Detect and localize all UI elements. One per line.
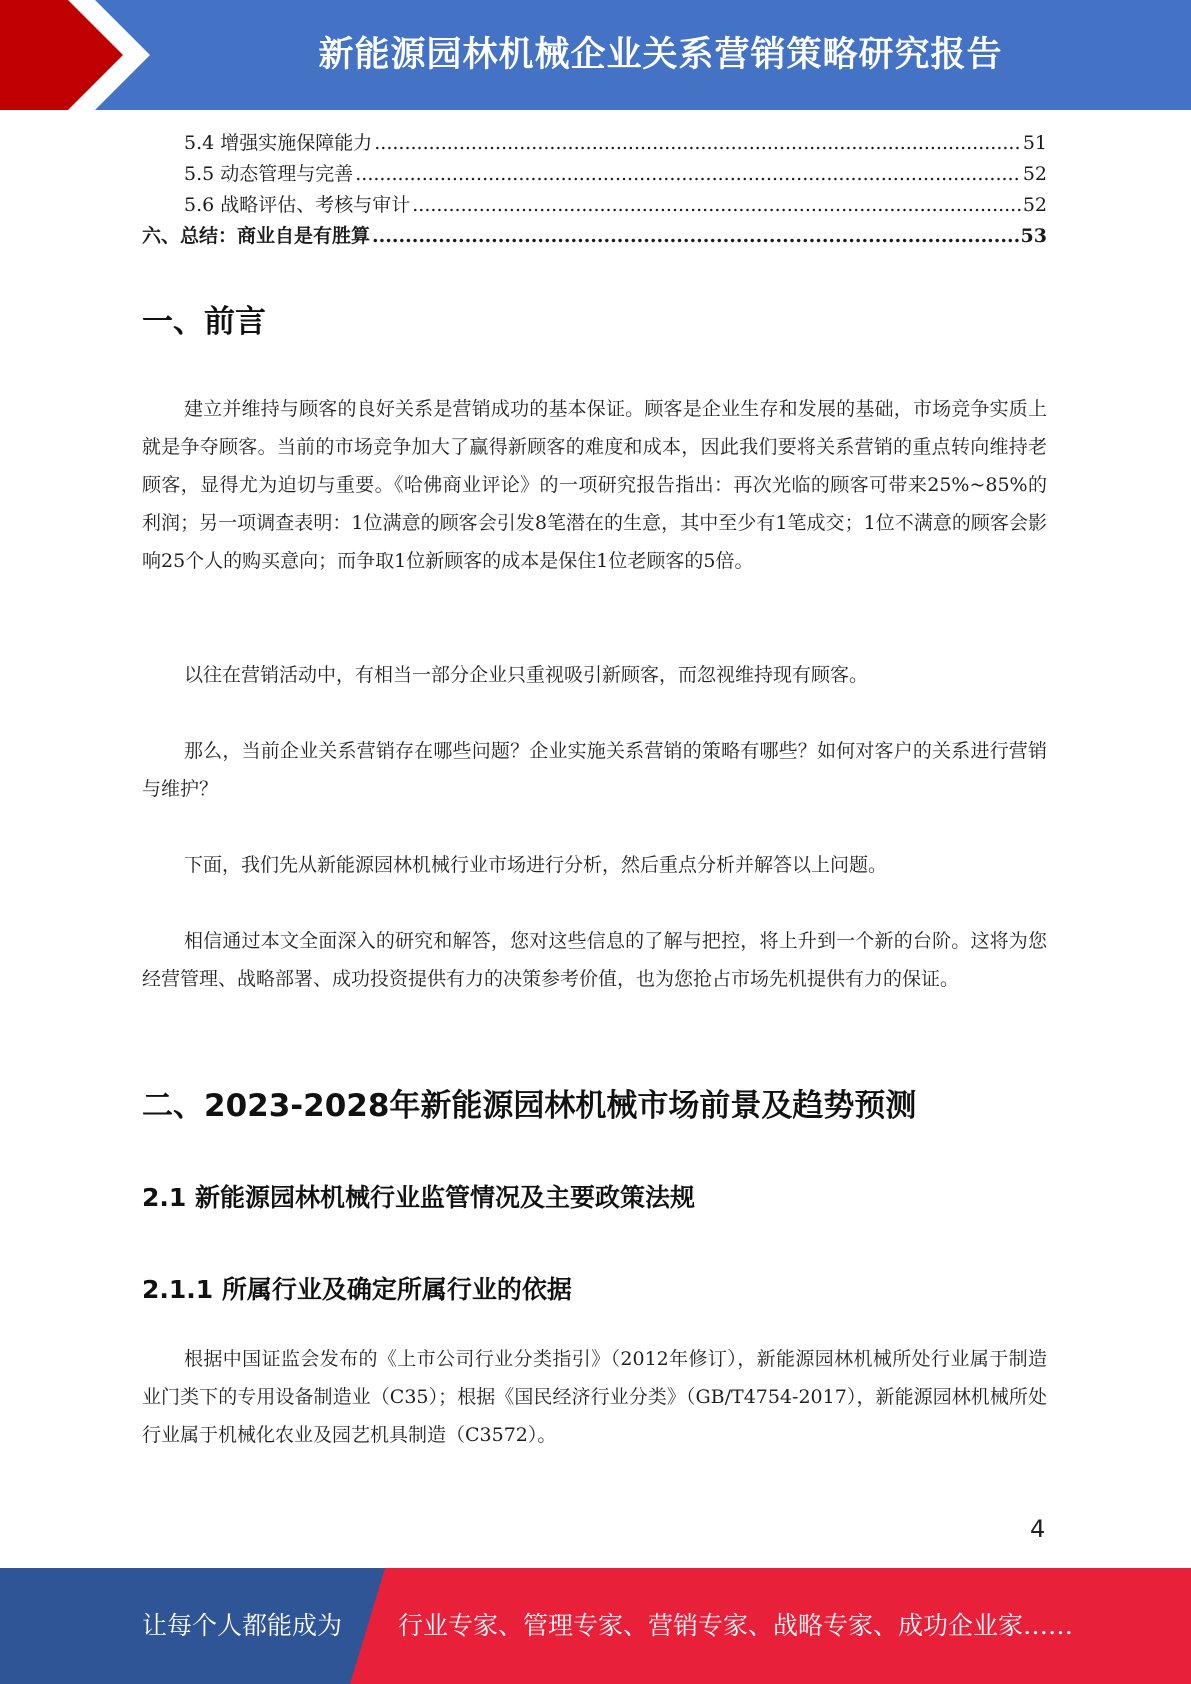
section-heading: 一、前言 <box>142 304 266 340</box>
toc-entry-page: 51 <box>1022 132 1047 154</box>
page-number: 4 <box>1030 1515 1046 1543</box>
toc-entry-page: 53 <box>1020 225 1047 247</box>
subsubsection-heading: 2.1.1 所属行业及确定所属行业的依据 <box>142 1275 572 1304</box>
toc-entry-label: 5.6 战略评估、考核与审计 <box>184 194 411 216</box>
body-paragraph: 相信通过本文全面深入的研究和解答，您对这些信息的了解与把控，将上升到一个新的台阶。这将为您经营管理、战略部署、成功投资提供有力的决策参考价值，也为您抢占市场先机提供有力的保证。 <box>142 930 1047 990</box>
body-paragraph: 根据中国证监会发布的《上市公司行业分类指引》（2012年修订），新能源园林机械所处行业属于制造业门类下的专用设备制造业（C35）；根据《国民经济行业分类》（GB/T4754-2017），新能源园林机械所处行业属于机械化农业及园艺机具制造（C3572）。 <box>142 1348 1047 1446</box>
toc-entry-label: 5.5 动态管理与完善 <box>184 163 354 185</box>
section-heading: 二、2023-2028年新能源园林机械市场前景及趋势预测 <box>142 1088 917 1124</box>
body-paragraph: 建立并维持与顾客的良好关系是营销成功的基本保证。顾客是企业生存和发展的基础，市场竞争实质上就是争夺顾客。当前的市场竞争加大了赢得新顾客的难度和成本，因此我们要将关系营销的重点转向维持老顾客，显得尤为迫切与重要。《哈佛商业评论》的一项研究报告指出：再次光临的顾客可带来25%~85%的利润；另一项调查表明：1位满意的顾客会引发8笔潜在的生意，其中至少有1笔成交；1位不满意的顾客会影响25个人的购买意向；而争取1位新顾客的成本是保住1位老顾客的5倍。 <box>142 398 1047 572</box>
page-footer <box>0 1568 1191 1684</box>
page-header <box>0 0 1191 110</box>
subsection-heading: 2.1 新能源园林机械行业监管情况及主要政策法规 <box>142 1183 695 1212</box>
toc-dot-leader <box>372 221 1019 252</box>
table-of-contents <box>142 128 1047 252</box>
toc-entry-label: 六、总结：商业自是有胜算 <box>142 225 371 247</box>
toc-entry[interactable] <box>142 190 1047 221</box>
footer-slogan-roles: 行业专家、管理专家、营销专家、战略专家、成功企业家…… <box>398 1611 1074 1640</box>
body-paragraph: 那么，当前企业关系营销存在哪些问题？企业实施关系营销的策略有哪些？如何对客户的关系进行营销与维护？ <box>142 740 1047 800</box>
toc-entry-page: 52 <box>1022 163 1047 185</box>
body-paragraph: 下面，我们先从新能源园林机械行业市场进行分析，然后重点分析并解答以上问题。 <box>184 854 888 876</box>
header-arrow-decoration <box>0 0 160 110</box>
toc-entry[interactable] <box>142 159 1047 190</box>
toc-dot-leader <box>412 190 1021 221</box>
body-paragraph: 以往在营销活动中，有相当一部分企业只重视吸引新顾客，而忽视维持现有顾客。 <box>184 664 869 686</box>
toc-dot-leader <box>374 128 1021 159</box>
toc-dot-leader <box>355 159 1021 190</box>
report-title: 新能源园林机械企业关系营销策略研究报告 <box>318 35 1003 75</box>
toc-entry[interactable] <box>142 221 1047 252</box>
toc-entry-label: 5.4 增强实施保障能力 <box>184 132 373 154</box>
toc-entry[interactable] <box>142 128 1047 159</box>
footer-slogan-lead: 让每个人都能成为 <box>142 1611 343 1640</box>
toc-entry-page: 52 <box>1022 194 1047 216</box>
